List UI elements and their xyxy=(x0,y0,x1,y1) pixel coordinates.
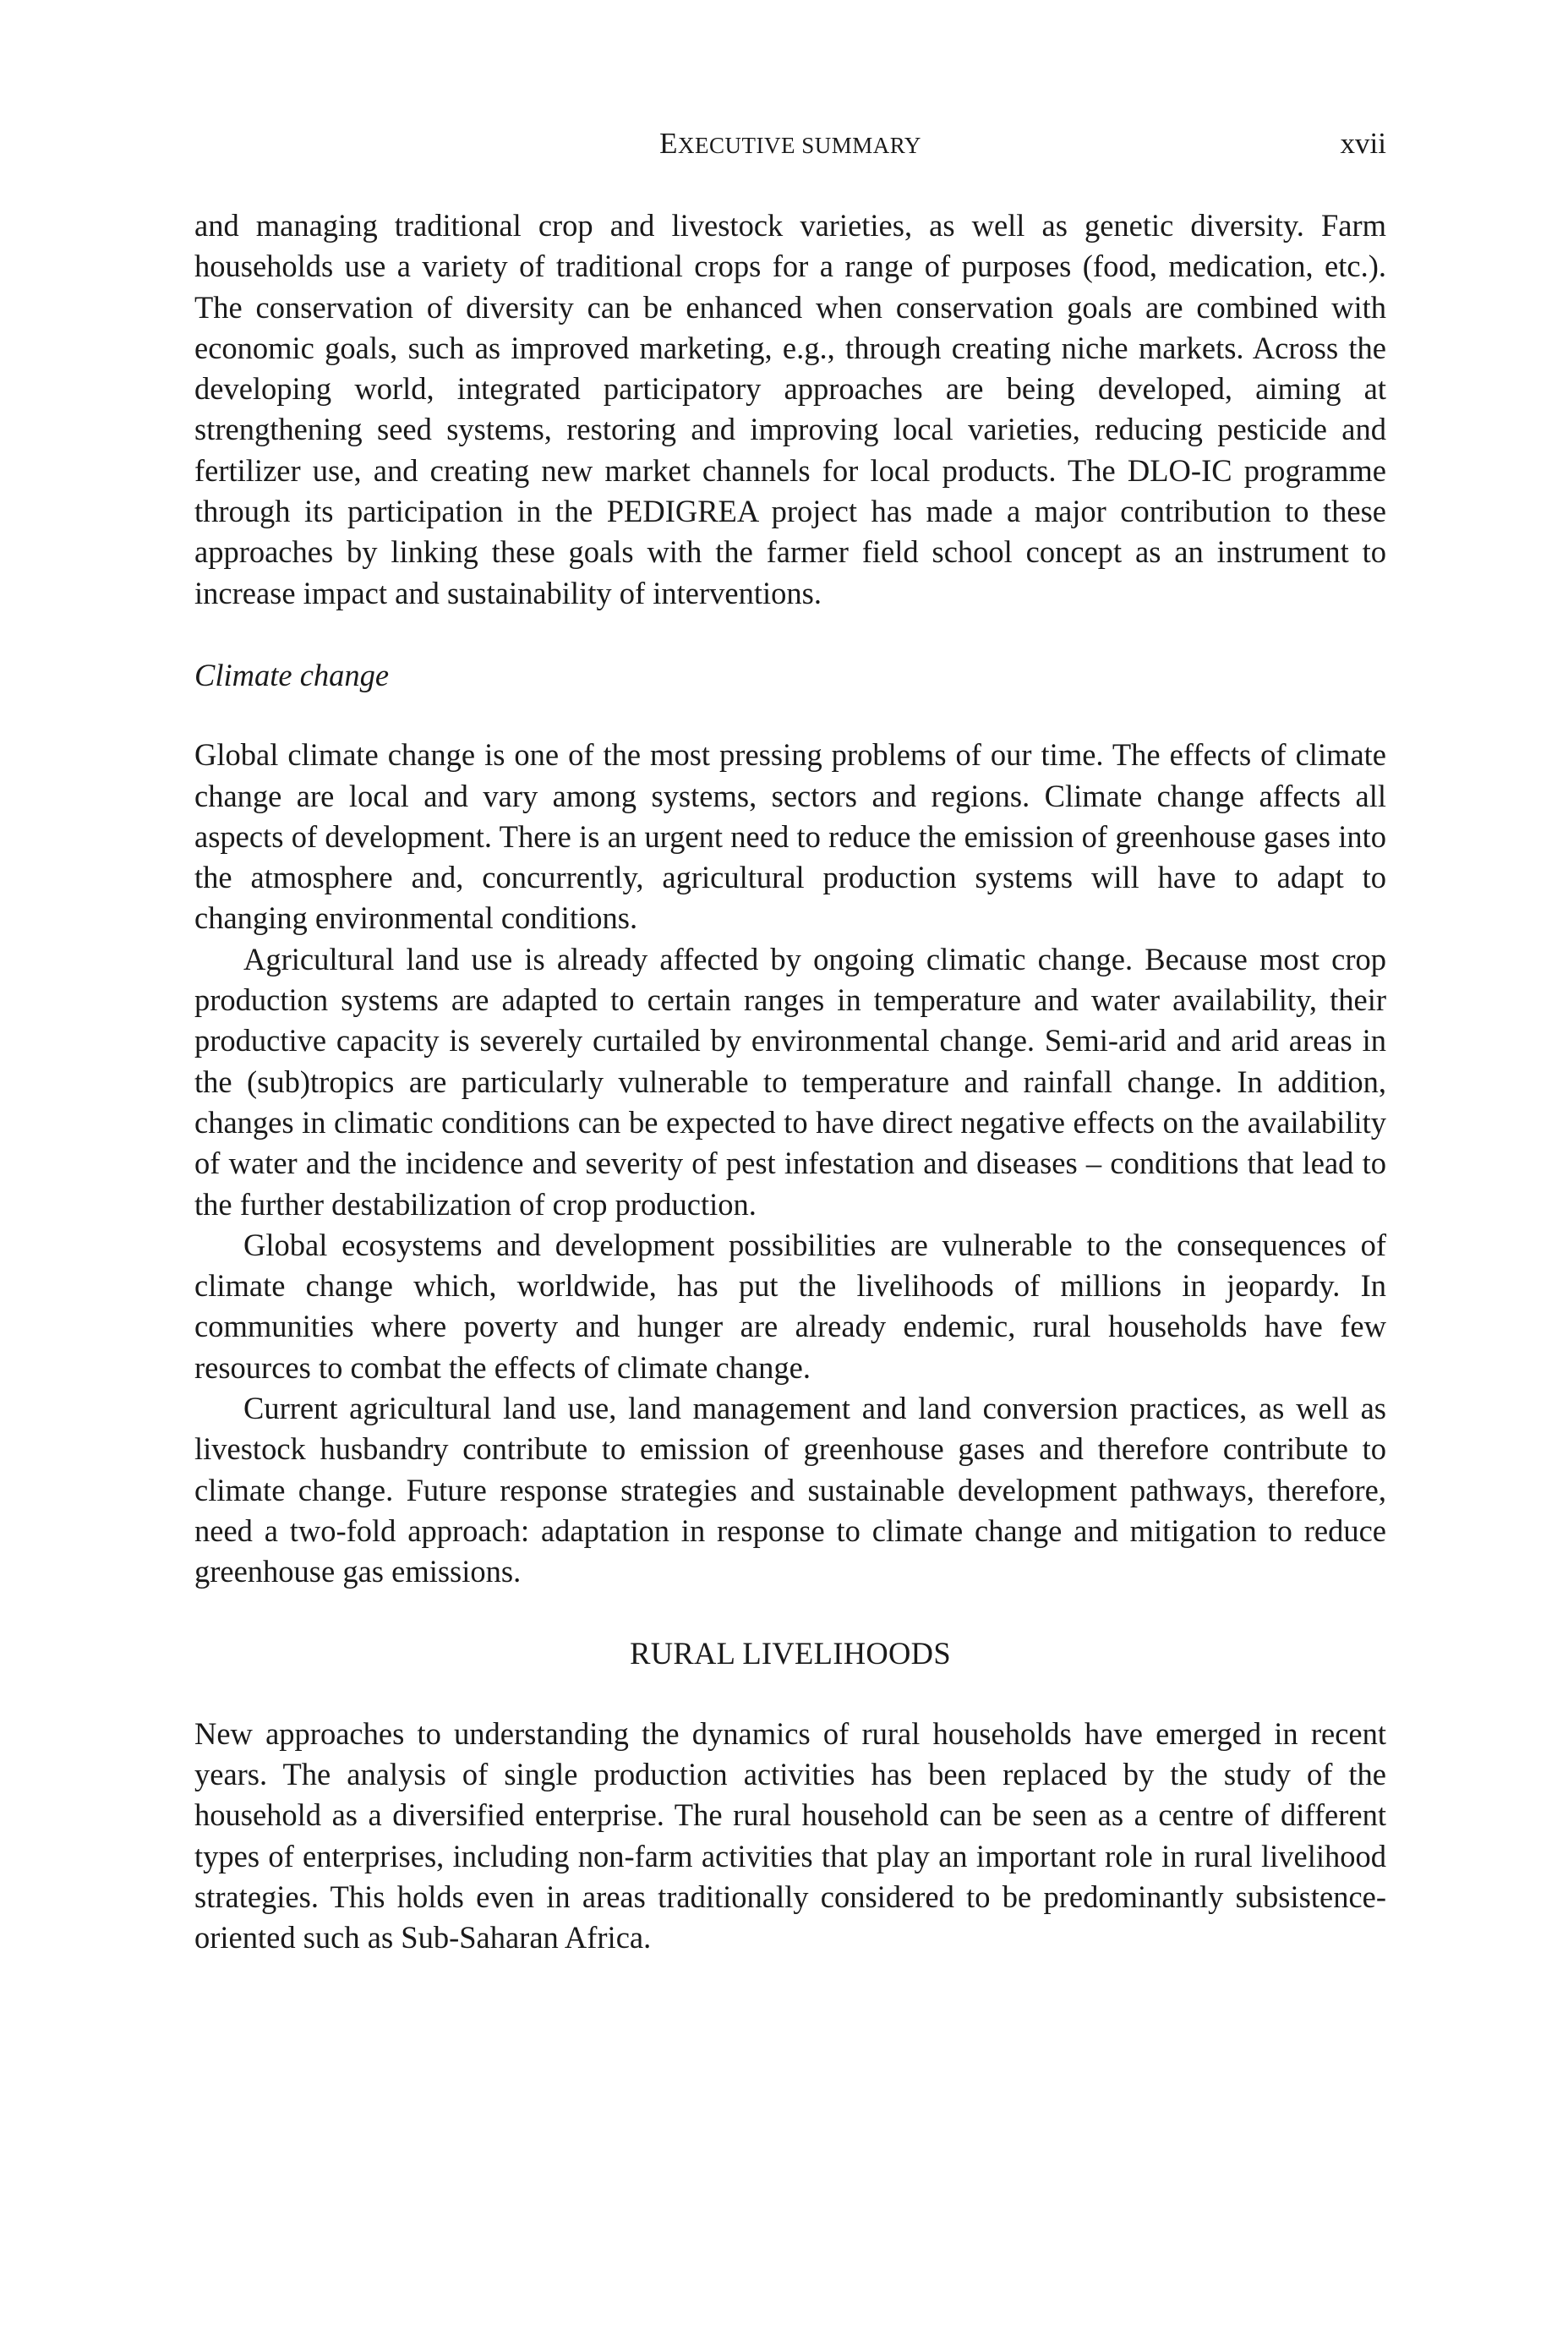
running-title-small-caps: XECUTIVE SUMMARY xyxy=(678,133,921,158)
running-title xyxy=(194,127,1386,161)
paragraph-rural-1: New approaches to understanding the dynamics of rural households have emerged in recent years. The analysis of single production activities has been replaced by the study of the household as a diversified enterprise. The rural household can be seen as a centre of different types of enterprises, including non-farm activities that play an important role in rural livelihood strategies. This holds even in areas traditionally considered to be predominantly subsistence-oriented such as Sub-Saharan Africa. xyxy=(194,1715,1386,1955)
section-heading-rural-livelihoods: RURAL LIVELIHOODS xyxy=(630,1635,951,1671)
paragraph-intro: and managing traditional crop and livestock varieties, as well as genetic diversity. Farm households use a variety of traditional crops for a range of purposes (food, medication, etc.). The conservation of diversity can be enhanced when conservation goals are combined with economic goals, such as improved marketing, e.g., through creating niche markets. Across the developing world, integrated participatory approaches are being developed, aiming at strengthening seed systems, restoring and improving local varieties, reducing pesticide and fertilizer use, and creating new market channels for local products. The DLO-IC programme through its participation in the PEDIGREA project has made a major contribution to these approaches by linking these goals with the farmer field school concept as an instrument to increase impact and sustainability of interventions. xyxy=(194,208,1386,610)
paragraph-climate-4: Current agricultural land use, land management and land conversion practices, as well as livestock husbandry contribute to emission of greenhouse gases and therefore contribute to climate change. Future response strategies and sustainable development pathways, therefore, need a two-fold approach: adaptation in response to climate change and mitigation to reduce greenhouse gas emissions. xyxy=(194,1391,1386,1589)
body-text xyxy=(194,205,1386,1959)
page-header xyxy=(194,127,1386,169)
subheading-climate-change: Climate change xyxy=(194,657,390,692)
running-title-initial: E xyxy=(659,127,679,160)
paragraph-climate-3: Global ecosystems and development possibilities are vulnerable to the consequences of climate change which, worldwide, has put the livelihoods of millions in jeopardy. In communities where poverty and hunger are already endemic, rural households have few resources to combat the effects of climate change. xyxy=(194,1227,1386,1385)
page-number: xvii xyxy=(1340,127,1386,160)
paragraph-climate-2: Agricultural land use is already affected by ongoing climatic change. Because most crop production systems are adapted to certain ranges in temperature and water availability, their productive capacity is severely curtailed by environmental change. Semi-arid and arid areas in the (sub)tropics are particularly vulnerable to temperature and rainfall change. In addition, changes in climatic conditions can be expected to have direct negative effects on the availability of water and the incidence and severity of pest infestation and diseases – conditions that lead to the further destabilization of crop production. xyxy=(194,941,1386,1222)
paragraph-climate-1: Global climate change is one of the most pressing problems of our time. The effects of climate change are local and vary among systems, sectors and regions. Climate change affects all aspects of development. There is an urgent need to reduce the emission of greenhouse gases into the atmosphere and, concurrently, agricultural production systems will have to adapt to changing environmental conditions. xyxy=(194,737,1386,936)
